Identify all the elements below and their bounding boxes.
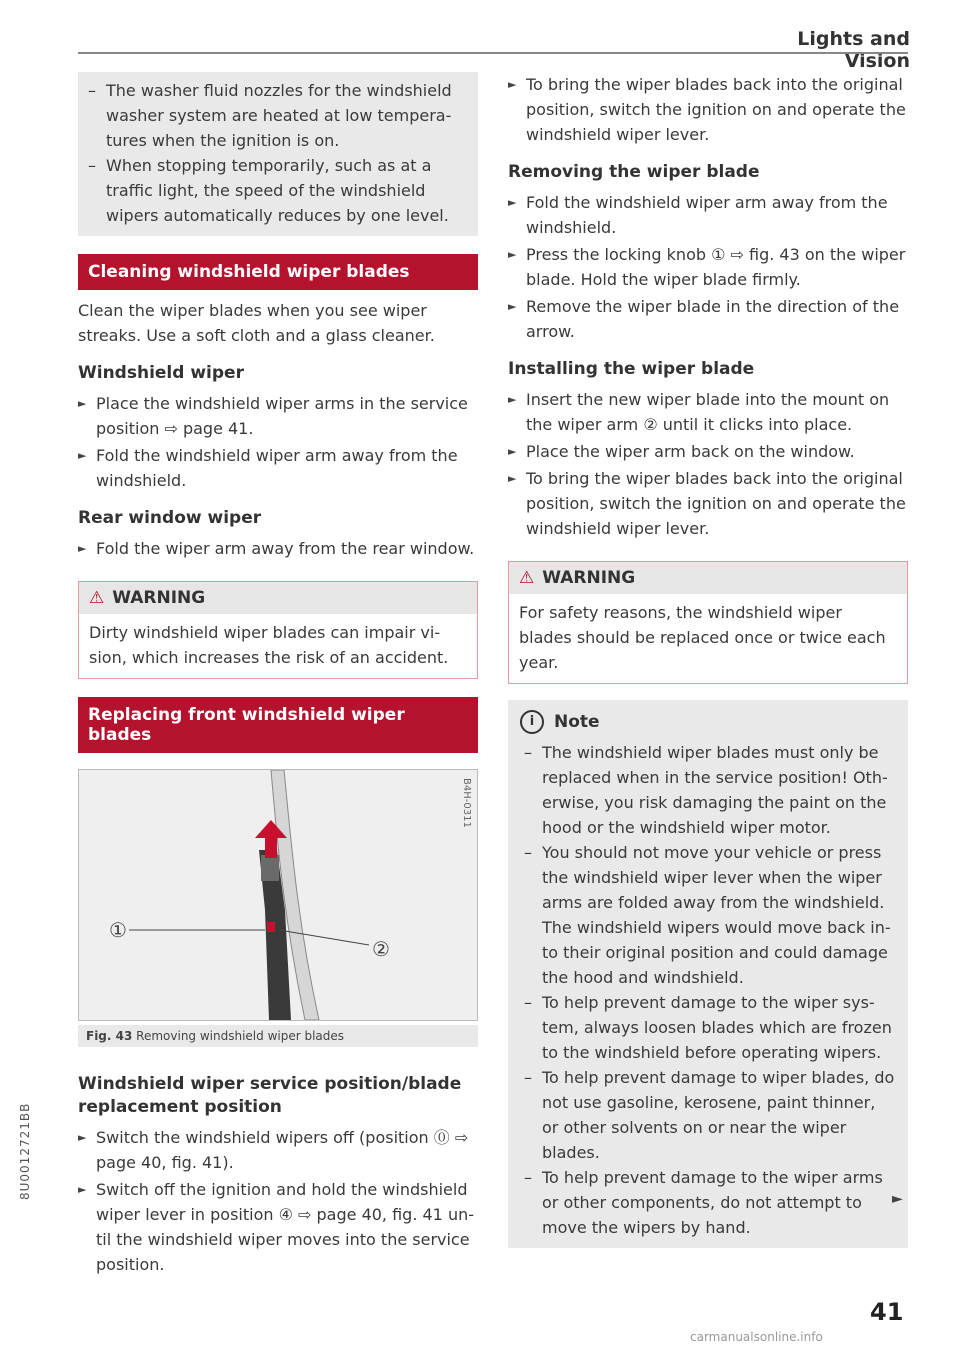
list-item: ► To bring the wiper blades back into the original position, switch the ignition on and operate the windshield wiper lever.: [508, 72, 908, 147]
list-item: ► To bring the wiper blades back into the original position, switch the ignition on and operate the windshield wiper lever.: [508, 466, 908, 541]
callout-2: ②: [372, 937, 390, 961]
continue-arrow-icon: ►: [892, 1191, 903, 1207]
cleaning-intro: Clean the wiper blades when you see wiper streaks. Use a soft cloth and a glass cleaner.: [78, 301, 435, 345]
warning-triangle-icon: ⚠: [89, 588, 105, 608]
list-item: – To help prevent damage to the wiper sys-tem, always loosen blades which are frozen to the windshield before operating wipers.: [524, 990, 896, 1065]
figure-caption: [78, 1025, 478, 1047]
warning-text: Dirty windshield wiper blades can impair vi-sion, which increases the risk of an accident.: [89, 623, 449, 667]
header-rule: [78, 52, 908, 54]
list-item: ► Press the locking knob ① ⇨ fig. 43 on the wiper blade. Hold the wiper blade firmly.: [508, 242, 908, 292]
watermark: carmanualsonline.info: [690, 1330, 823, 1344]
note-box: [508, 700, 908, 1248]
warning-box: [508, 561, 908, 684]
note-header: [508, 700, 908, 740]
callout-1: ①: [109, 918, 127, 942]
replacing-heading: Replacing front windshield wiper blades: [78, 697, 478, 753]
right-column: [508, 72, 908, 1248]
list-item: – To help prevent damage to wiper blades, do not use gasoline, kerosene, paint thinner, or other solvents on or near the wiper blades.: [524, 1065, 896, 1165]
wiper-blade-illustration: [79, 770, 477, 1020]
service-position-title: Windshield wiper service position/blade replacement position: [78, 1074, 462, 1117]
list-item: ► Remove the wiper blade in the direction of the arrow.: [508, 294, 908, 344]
warning-title: WARNING: [542, 568, 636, 588]
rear-wiper-title: Rear window wiper: [78, 508, 262, 528]
note-title: Note: [554, 712, 600, 732]
rear-steps: [78, 536, 478, 561]
list-item: – To help prevent damage to the wiper arms or other components, do not attempt to move the wipers by hand.: [524, 1165, 896, 1240]
installing-title: Installing the wiper blade: [508, 359, 755, 379]
list-item: ► Fold the wiper arm away from the rear window.: [78, 536, 478, 561]
removing-title: Removing the wiper blade: [508, 162, 760, 182]
list-item: ► Switch off the ignition and hold the windshield wiper lever in position ④ ⇨ page 40, fig. 41 un-til the windshield wiper moves into the service position.: [78, 1177, 478, 1277]
warning-title: WARNING: [112, 588, 206, 608]
info-circle-icon: i: [520, 710, 544, 734]
document-code: 8U0012721BB: [18, 1102, 32, 1200]
list-item: ► Place the wiper arm back on the window.: [508, 439, 908, 464]
cleaning-heading: Cleaning windshield wiper blades: [78, 254, 478, 290]
figure-43: [78, 769, 478, 1021]
windshield-wiper-title: Windshield wiper: [78, 363, 244, 383]
warning-text: For safety reasons, the windshield wiper blades should be replaced once or twice each year.: [519, 603, 886, 672]
list-item: ► Fold the windshield wiper arm away from the windshield.: [508, 190, 908, 240]
intro-box: [78, 72, 478, 236]
list-item: ► Insert the new wiper blade into the mount on the wiper arm ② until it clicks into place.: [508, 387, 908, 437]
list-item: ► Fold the windshield wiper arm away from the windshield.: [78, 443, 478, 493]
intro-list: [88, 78, 468, 228]
warning-triangle-icon: ⚠: [519, 568, 535, 588]
warning-header: [509, 562, 907, 594]
note-list: [508, 740, 908, 1240]
installing-steps: [508, 387, 908, 541]
list-item: – When stopping temporarily, such as at a traffic light, the speed of the windshield wipers automatically reduces by one level.: [88, 153, 468, 228]
list-item: – You should not move your vehicle or press the windshield wiper lever when the wiper arms are folded away from the windshield. The windshield wipers would move back in-to their original position and could damage the hood and windshield.: [524, 840, 896, 990]
list-item: ► Place the windshield wiper arms in the service position ⇨ page 41.: [78, 391, 478, 441]
figure-caption-text: Removing windshield wiper blades: [136, 1029, 345, 1043]
service-steps: [78, 1125, 478, 1277]
figure-code: B4H-0311: [461, 778, 472, 828]
left-column: [78, 72, 478, 1279]
bring-back-step: [508, 72, 908, 147]
warning-header: [79, 582, 477, 614]
figure-number: Fig. 43: [86, 1029, 133, 1043]
list-item: – The windshield wiper blades must only be replaced when in the service position! Oth-erwise, you risk damaging the paint on the hood or the windshield wiper motor.: [524, 740, 896, 840]
warning-box: [78, 581, 478, 679]
list-item: – The washer fluid nozzles for the windshield washer system are heated at low tempera-tures when the ignition is on.: [88, 78, 468, 153]
windshield-steps: [78, 391, 478, 493]
list-item: ► Switch the windshield wipers off (position ⓪ ⇨ page 40, fig. 41).: [78, 1125, 478, 1175]
section-title: Lights and Vision: [797, 28, 910, 72]
page-number: 41: [870, 1298, 904, 1326]
removing-steps: [508, 190, 908, 344]
